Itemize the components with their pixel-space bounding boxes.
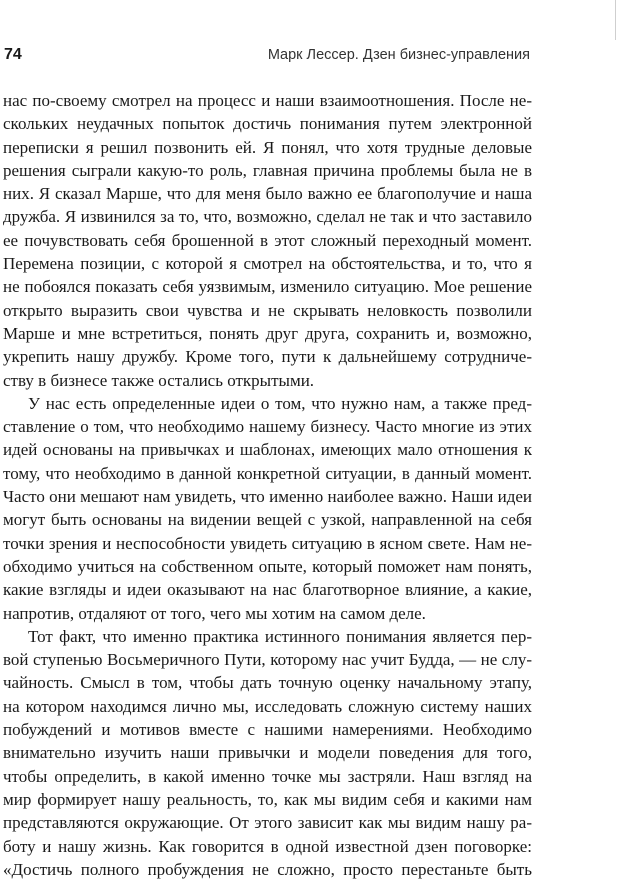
text-line: не побоялся показать себя уязвимым, изменило ситуацию. Мое решение — [3, 277, 532, 297]
text-line: Марше и мне встретиться, понять друг друга, сохранить и, возможно, — [3, 323, 532, 343]
text-line: У нас есть определенные идеи о том, что нужно нам, а также пред- — [28, 393, 532, 413]
text-line: побуждений и мотивов вместе с нашими намерениями. Необходимо — [3, 720, 532, 740]
text-line: укрепить нашу дружбу. Кроме того, пути к дальнейшему сотрудниче- — [3, 347, 532, 367]
paragraph-2 — [3, 392, 532, 625]
page-number: 74 — [4, 46, 22, 63]
running-title: Марк Лессер. Дзен бизнес-управления — [267, 47, 530, 63]
text-line: нас по-своему смотрел на процесс и наши взаимоотношения. После не- — [3, 91, 532, 110]
page-edge-line — [615, 0, 616, 40]
text-line: вой ступенью Восьмеричного Пути, которому нас учит Будда, — не слу- — [3, 650, 532, 670]
text-line: точки зрения и неспособности увидеть ситуацию в ясном свете. Нам не- — [3, 533, 532, 553]
text-line: них. Я сказал Марше, что для меня было важно ее благополучие и наша — [3, 184, 532, 204]
text-line: дружба. Я извинился за то, что, возможно, сделал не так и что заставило — [3, 207, 532, 227]
text-line: какие взгляды и идеи оказывают на нас благотворное влияние, а какие, — [3, 580, 532, 600]
text-line: Часто они мешают нам увидеть, что именно наиболее важно. Наши идеи — [3, 487, 532, 507]
text-line: переписки я решил позвонить ей. Я понял, что хотя трудные деловые — [3, 137, 532, 157]
text-line: внимательно изучить наши привычки и модели поведения для того, — [3, 743, 532, 763]
text-line: Перемена позиции, с которой я смотрел на обстоятельства, и то, что я — [3, 254, 532, 274]
text-line: мир формирует нашу реальность, то, как мы видим себя и какими нам — [3, 789, 532, 809]
text-line: тому, что необходимо в данной конкретной ситуации, в данный момент. — [3, 463, 532, 483]
text-line: решения сыграли какую-то роль, главная причина проблемы была не в — [3, 160, 532, 180]
text-line: открыто выразить свои чувства и не скрывать неловкость позволили — [3, 300, 532, 320]
text-line: могут быть основаны на видении вещей с узкой, направленной на себя — [3, 510, 532, 530]
text-line: обходимо учиться на собственном опыте, который поможет нам понять, — [3, 556, 532, 576]
text-line: Тот факт, что именно практика истинного понимания является пер- — [28, 626, 532, 646]
text-line: ству в бизнесе также остались открытыми. — [3, 370, 315, 390]
text-line: чайность. Смысл в том, чтобы дать точную оценку начальному этапу, — [3, 673, 532, 693]
text-line: боту и нашу жизнь. Как говорится в одной известной дзен поговорке: — [3, 836, 532, 856]
text-line: ее почувствовать себя брошенной в этот сложный переходный момент. — [3, 230, 532, 250]
text-line: чтобы определить, в какой именно точке мы застряли. Наш взгляд на — [3, 766, 532, 786]
paragraph-3 — [3, 625, 532, 881]
text-line: ставление о том, что необходимо нашему бизнесу. Часто многие из этих — [3, 417, 532, 437]
body-text — [3, 89, 532, 881]
text-line: «Достичь полного пробуждения не сложно, просто перестаньте быть — [3, 859, 532, 879]
paragraph-1 — [3, 89, 532, 392]
page-header — [4, 46, 530, 66]
text-line: напротив, отдаляют от того, чего мы хотим на самом деле. — [3, 603, 426, 623]
text-line: представляются окружающие. От этого зависит как мы видим нашу ра- — [3, 813, 532, 833]
text-line: скольких неудачных попыток достичь понимания путем электронной — [3, 114, 532, 134]
text-line: идей основаны на привычках и шаблонах, имеющих мало отношения к — [3, 440, 532, 460]
text-line: на котором находимся лично мы, исследовать сложную систему наших — [3, 696, 532, 716]
